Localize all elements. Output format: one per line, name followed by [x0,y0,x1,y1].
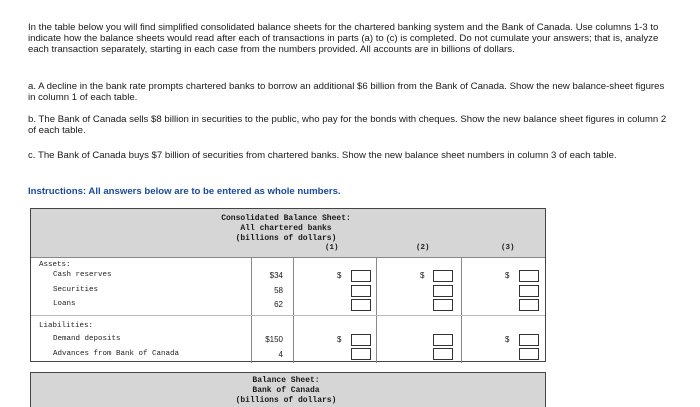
dollar-sign: $ [505,335,510,344]
question-c: c. The Bank of Canada buys $7 billion of securities from chartered banks. Show the new balance sheet numbers in column 3 of each table. [28,150,617,161]
section-divider [31,315,545,316]
deposits-col1-input[interactable] [351,334,371,346]
table-title-line3: (billions of dollars) [235,234,337,243]
instructions: Instructions: All answers below are to be entered as whole numbers. [28,186,341,197]
loans-col2-input[interactable] [433,299,453,311]
table2-title [221,376,351,406]
table2-title-line1: Balance Sheet: [252,376,320,385]
column-header-2: (2) [416,244,430,252]
column-divider [376,258,377,363]
demand-deposits-value: $150 [265,335,283,344]
table2-title-line3: (billions of dollars) [235,396,337,405]
table-title-line2: All chartered banks [240,224,332,233]
securities-col1-input[interactable] [351,285,371,297]
column-header-3: (3) [501,244,515,252]
advances-col1-input[interactable] [351,348,371,360]
dollar-sign: $ [505,271,510,280]
securities-col2-input[interactable] [433,285,453,297]
table2-title-line2: Bank of Canada [252,386,320,395]
assets-heading: Assets: [39,261,71,269]
column-divider [293,258,294,363]
loans-label: Loans [53,300,76,308]
advances-col3-input[interactable] [519,348,539,360]
demand-deposits-label: Demand deposits [53,335,121,343]
table-title-line1: Consolidated Balance Sheet: [221,214,351,223]
table-header [31,209,545,258]
advances-label: Advances from Bank of Canada [53,350,180,358]
cash-reserves-col2-input[interactable] [433,270,453,282]
column-divider [461,258,462,363]
table-body [31,258,545,363]
bank-of-canada-table [30,372,546,407]
cash-reserves-value: $34 [269,271,283,280]
deposits-col2-input[interactable] [433,334,453,346]
column-header-1: (1) [325,244,339,252]
advances-value: 4 [278,350,283,359]
dollar-sign: $ [337,335,342,344]
loans-col3-input[interactable] [519,299,539,311]
chartered-banks-table [30,208,546,362]
question-b: b. The Bank of Canada sells $8 billion in securities to the public, who pay for the bonds with cheques. Show the new balance sheet figures in column 2 of each table. [28,114,667,136]
cash-reserves-label: Cash reserves [53,271,112,279]
dollar-sign: $ [420,271,425,280]
cash-reserves-col3-input[interactable] [519,270,539,282]
column-divider [251,258,252,363]
deposits-col3-input[interactable] [519,334,539,346]
securities-col3-input[interactable] [519,285,539,297]
intro-paragraph: In the table below you will find simplified consolidated balance sheets for the chartered banking system and the Bank of Canada. Use columns 1-3 to indicate how the balance sheets would read after each of transactions in parts (a) to (c) is completed. Do not cumulate your answers; that is, analyze each transaction separately, starting in each case from the numbers provided. All accounts are in billions of dollars. [28,22,659,55]
securities-label: Securities [53,286,99,294]
liabilities-heading: Liabilities: [39,322,94,330]
question-a: a. A decline in the bank rate prompts chartered banks to borrow an additional $6 billion from the Bank of Canada. Show the new balance-sheet figures in column 1 of each table. [28,81,665,103]
advances-col2-input[interactable] [433,348,453,360]
loans-col1-input[interactable] [351,299,371,311]
table-title [211,214,361,244]
cash-reserves-col1-input[interactable] [351,270,371,282]
securities-value: 58 [274,286,283,295]
loans-value: 62 [274,300,283,309]
dollar-sign: $ [337,271,342,280]
